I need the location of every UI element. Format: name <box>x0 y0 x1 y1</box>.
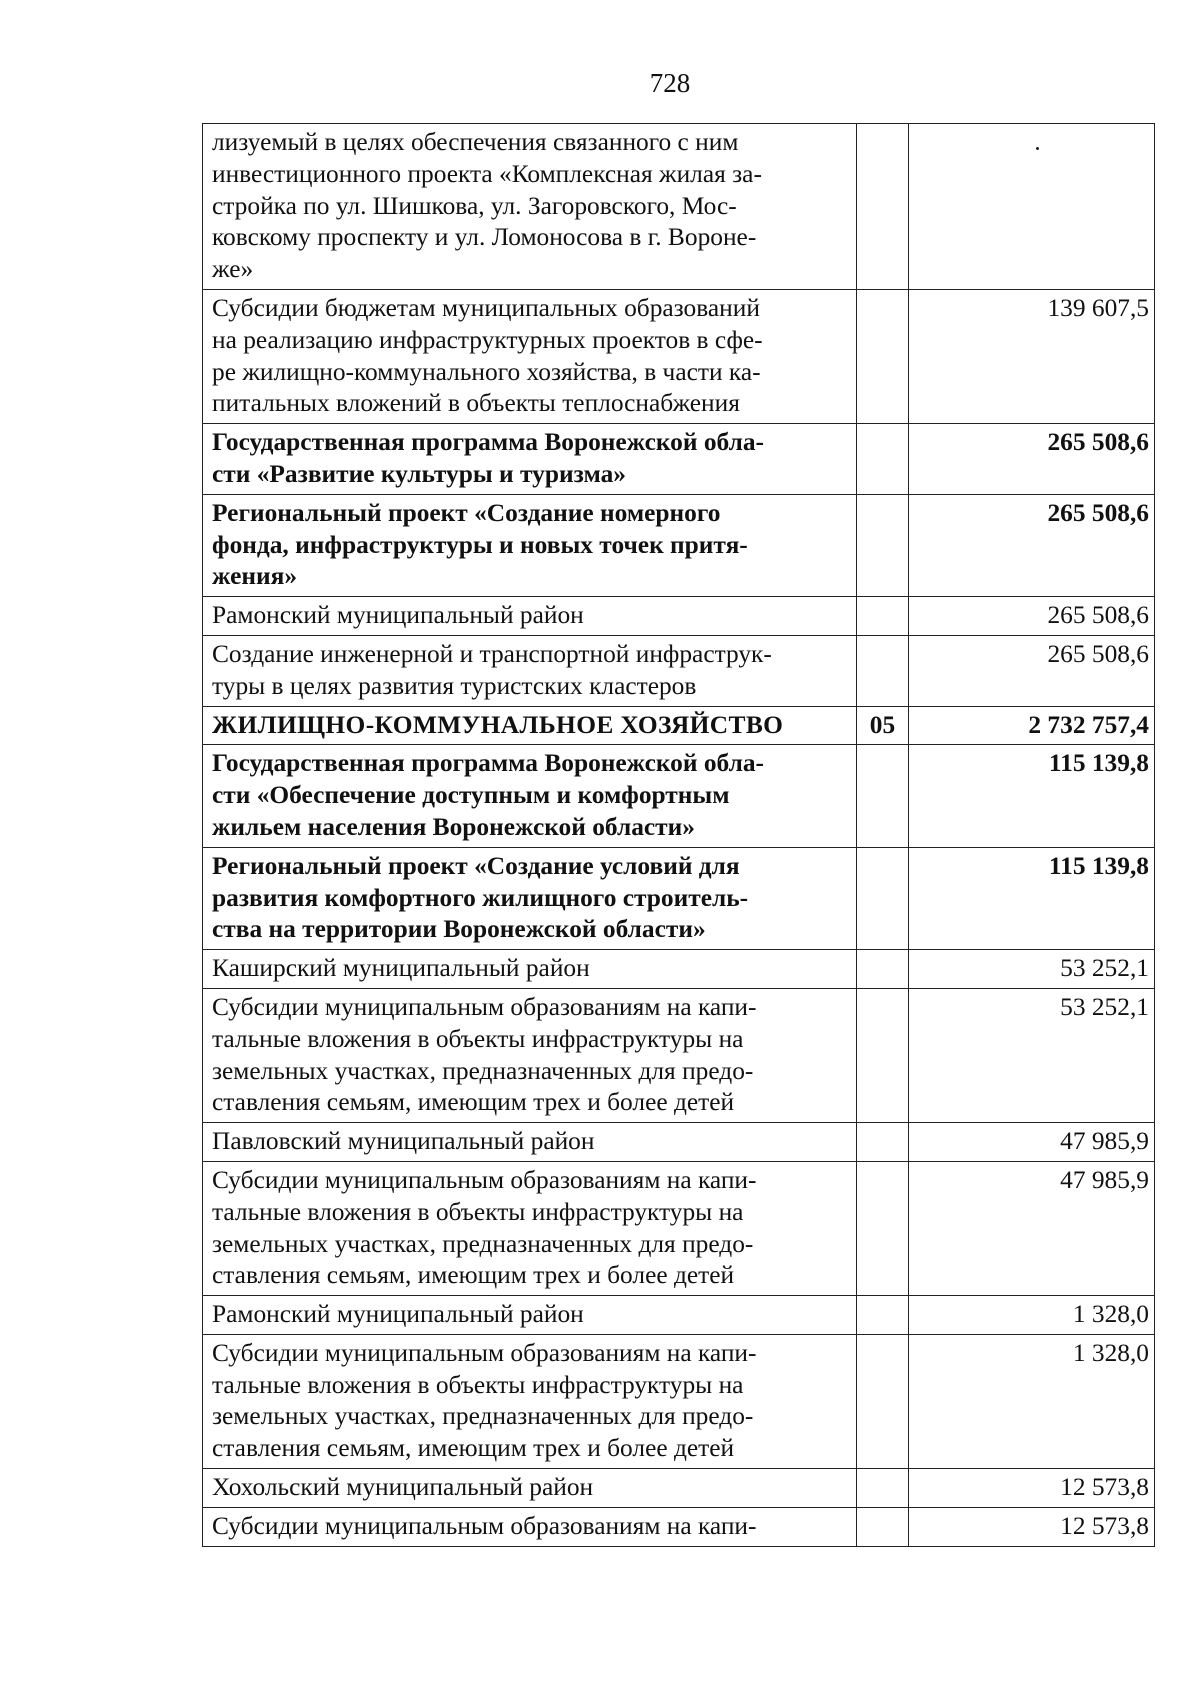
table-row <box>203 1507 1155 1546</box>
table-row <box>203 424 1155 495</box>
row-description: ЖИЛИЩНО-КОММУНАЛЬНОЕ ХОЗЯЙСТВО <box>203 706 857 745</box>
row-description: Государственная программа Воронежской обла- сти «Развитие культуры и туризма» <box>203 424 857 495</box>
table-row <box>203 1161 1155 1295</box>
row-description: Каширский муниципальный район <box>203 950 857 989</box>
row-amount: 265 508,6 <box>909 424 1155 495</box>
row-amount <box>909 124 1155 290</box>
row-amount: 53 252,1 <box>909 950 1155 989</box>
table-row <box>203 706 1155 745</box>
table-row <box>203 1334 1155 1468</box>
table-row <box>203 289 1155 423</box>
row-description: Субсидии муниципальным образованиям на капи- тальные вложения в объекты инфраструктуры на земельных участках, предназначенных для предо- ставления семьям, имеющим трех и более детей <box>203 988 857 1122</box>
table-row <box>203 847 1155 949</box>
row-section-code <box>857 1296 909 1335</box>
row-amount: 47 985,9 <box>909 1123 1155 1162</box>
row-amount: 12 573,8 <box>909 1469 1155 1508</box>
row-section-code <box>857 1123 909 1162</box>
row-description: Рамонский муниципальный район <box>203 597 857 636</box>
table-row <box>203 950 1155 989</box>
row-amount: 265 508,6 <box>909 494 1155 596</box>
page-number: 728 <box>649 68 691 98</box>
row-amount: 1 328,0 <box>909 1296 1155 1335</box>
table-row <box>203 988 1155 1122</box>
row-section-code <box>857 494 909 596</box>
row-amount: 115 139,8 <box>909 847 1155 949</box>
row-description: Субсидии бюджетам муниципальных образований на реализацию инфраструктурных проектов в сфе- ре жилищно-коммунального хозяйства, в части ка- питальных вложений в объекты теплоснабжения <box>203 289 857 423</box>
row-section-code: 05 <box>857 706 909 745</box>
row-section-code <box>857 1161 909 1295</box>
row-amount: 139 607,5 <box>909 289 1155 423</box>
table-row <box>203 635 1155 706</box>
row-amount: 12 573,8 <box>909 1507 1155 1546</box>
row-section-code <box>857 635 909 706</box>
row-description: лизуемый в целях обеспечения связанного с ним инвестиционного проекта «Комплексная жилая за- стройка по ул. Шишкова, ул. Загоровского, Мос- ковскому проспекту и ул. Ломоносова в г. Вороне- же» <box>203 124 857 290</box>
budget-table <box>202 123 1155 1547</box>
row-description: Рамонский муниципальный район <box>203 1296 857 1335</box>
table-row <box>203 124 1155 290</box>
row-description: Хохольский муниципальный район <box>203 1469 857 1508</box>
table-row <box>203 494 1155 596</box>
row-amount: 1 328,0 <box>909 1334 1155 1468</box>
row-section-code <box>857 1334 909 1468</box>
row-amount: 47 985,9 <box>909 1161 1155 1295</box>
row-description: Создание инженерной и транспортной инфраструк- туры в целях развития туристских кластеров <box>203 635 857 706</box>
row-description: Субсидии муниципальным образованиям на капи- <box>203 1507 857 1546</box>
row-section-code <box>857 424 909 495</box>
row-description: Субсидии муниципальным образованиям на капи- тальные вложения в объекты инфраструктуры на земельных участках, предназначенных для предо- ставления семьям, имеющим трех и более детей <box>203 1161 857 1295</box>
row-section-code <box>857 988 909 1122</box>
row-section-code <box>857 745 909 847</box>
row-amount: 53 252,1 <box>909 988 1155 1122</box>
row-amount: 265 508,6 <box>909 597 1155 636</box>
row-section-code <box>857 1507 909 1546</box>
row-amount: 115 139,8 <box>909 745 1155 847</box>
table-row <box>203 1123 1155 1162</box>
row-description: Субсидии муниципальным образованиям на капи- тальные вложения в объекты инфраструктуры на земельных участках, предназначенных для предо- ставления семьям, имеющим трех и более детей <box>203 1334 857 1468</box>
row-amount: 2 732 757,4 <box>909 706 1155 745</box>
table-row <box>203 745 1155 847</box>
row-section-code <box>857 597 909 636</box>
row-amount: 265 508,6 <box>909 635 1155 706</box>
table-row <box>203 1296 1155 1335</box>
row-description: Павловский муниципальный район <box>203 1123 857 1162</box>
budget-table-body <box>203 124 1155 1547</box>
scan-dot <box>1036 147 1039 150</box>
table-row <box>203 1469 1155 1508</box>
row-section-code <box>857 847 909 949</box>
row-section-code <box>857 1469 909 1508</box>
row-description: Региональный проект «Создание номерного фонда, инфраструктуры и новых точек притя- жения» <box>203 494 857 596</box>
row-description: Региональный проект «Создание условий для развития комфортного жилищного строитель- ства на территории Воронежской области» <box>203 847 857 949</box>
row-section-code <box>857 950 909 989</box>
table-row <box>203 597 1155 636</box>
row-description: Государственная программа Воронежской обла- сти «Обеспечение доступным и комфортным жильем населения Воронежской области» <box>203 745 857 847</box>
row-section-code <box>857 124 909 290</box>
row-section-code <box>857 289 909 423</box>
